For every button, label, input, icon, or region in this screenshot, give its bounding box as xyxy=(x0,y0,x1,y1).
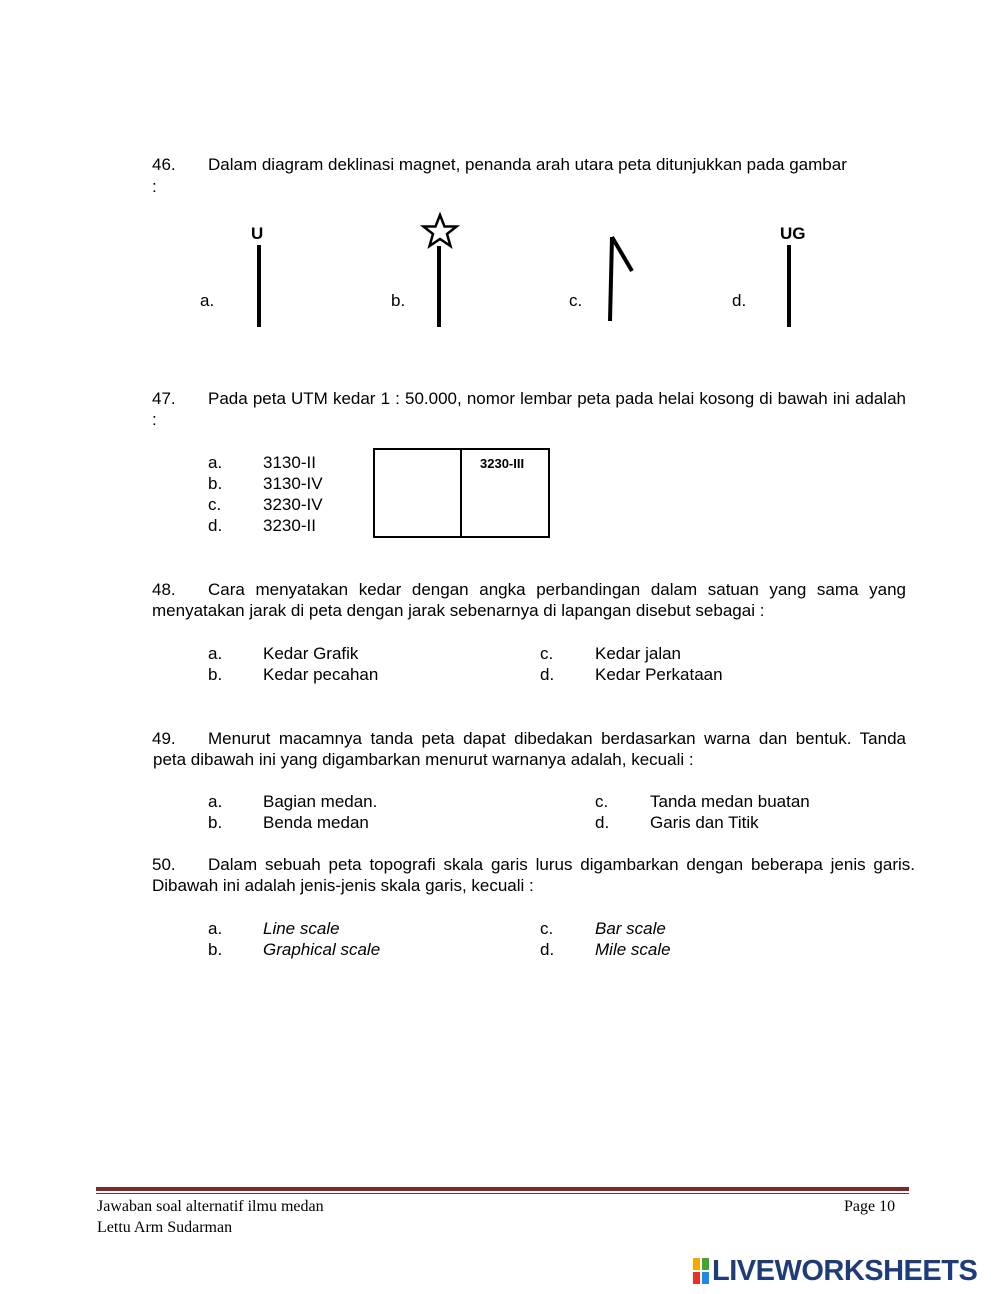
footer-author: Lettu Arm Sudarman xyxy=(97,1219,233,1236)
half-arrow-icon xyxy=(604,232,636,324)
q49-option-d-letter: d. xyxy=(595,813,610,832)
live-blocks-icon xyxy=(693,1258,709,1284)
liveworksheets-wordmark: LIVEWORKSHEETS xyxy=(712,1255,978,1287)
q47-option-c-text: 3230-IV xyxy=(263,495,323,514)
q48-option-c-letter: c. xyxy=(540,644,554,663)
q50-option-d-letter: d. xyxy=(540,940,555,959)
q50-option-d-text: Mile scale xyxy=(595,940,671,959)
liveworksheets-logo xyxy=(693,1256,993,1286)
q46-option-b-north-line xyxy=(437,246,441,327)
footer-rule-thick xyxy=(96,1187,909,1191)
q47-option-d-letter: d. xyxy=(208,516,223,535)
q46-option-a-letter: a. xyxy=(200,291,215,310)
q46-option-d-label: UG xyxy=(780,224,806,243)
q47-option-b-text: 3130-IV xyxy=(263,474,323,493)
q50-option-c-text: Bar scale xyxy=(595,919,666,938)
q46-option-a-label: U xyxy=(251,224,264,243)
footer-title: Jawaban soal alternatif ilmu medan xyxy=(97,1198,324,1215)
q48-option-d-letter: d. xyxy=(540,665,555,684)
q46-option-a-north-line xyxy=(257,245,261,327)
q50-number: 50. xyxy=(152,855,176,874)
q48-option-a-text: Kedar Grafik xyxy=(263,644,359,663)
star-icon xyxy=(420,212,460,250)
q46-option-c-letter: c. xyxy=(569,291,583,310)
q47-text: Pada peta UTM kedar 1 : 50.000, nomor lembar peta pada helai kosong di bawah ini adalah : xyxy=(152,389,906,429)
footer-rule-thin xyxy=(96,1193,909,1194)
q46-number: 46. xyxy=(152,155,176,174)
map-sheet-label: 3230-III xyxy=(480,456,525,471)
q50-option-a-text: Line scale xyxy=(263,919,340,938)
q47-option-c-letter: c. xyxy=(208,495,222,514)
q49-option-b-text: Benda medan xyxy=(263,813,369,832)
q48-number: 48. xyxy=(152,580,176,599)
q49-text: Menurut macamnya tanda peta dapat dibedakan berdasarkan warna dan bentuk. Tanda peta dibawah ini yang digambarkan menurut warnanya adalah, kecuali : xyxy=(153,729,906,769)
q49-option-a-letter: a. xyxy=(208,792,223,811)
q49-number: 49. xyxy=(152,729,176,748)
q46-option-b-letter: b. xyxy=(391,291,406,310)
q50-text: Dalam sebuah peta topografi skala garis lurus digambarkan dengan beberapa jenis garis. Dibawah ini adalah jenis-jenis skala garis, kecuali : xyxy=(152,855,915,895)
map-sheet-labeled xyxy=(460,448,550,538)
q46-option-d-north-line xyxy=(787,245,791,327)
q48-text: Cara menyatakan kedar dengan angka perbandingan dalam satuan yang sama yang menyatakan jarak di peta dengan jarak sebenarnya di lapangan disebut sebagai : xyxy=(152,580,906,620)
q46-text: Dalam diagram deklinasi magnet, penanda arah utara peta ditunjukkan pada gambar xyxy=(208,155,847,174)
q48-option-c-text: Kedar jalan xyxy=(595,644,682,663)
q49-option-d-text: Garis dan Titik xyxy=(650,813,759,832)
q47-option-a-letter: a. xyxy=(208,453,223,472)
q47-option-d-text: 3230-II xyxy=(263,516,316,535)
q49-option-a-text: Bagian medan. xyxy=(263,792,378,811)
q46-option-d-letter: d. xyxy=(732,291,747,310)
q50-option-c-letter: c. xyxy=(540,919,554,938)
q50-option-b-letter: b. xyxy=(208,940,223,959)
q50-option-a-letter: a. xyxy=(208,919,223,938)
q49-option-c-text: Tanda medan buatan xyxy=(650,792,810,811)
q49-option-b-letter: b. xyxy=(208,813,223,832)
map-sheet-blank xyxy=(373,448,462,538)
q47-option-b-letter: b. xyxy=(208,474,223,493)
q48-option-b-letter: b. xyxy=(208,665,223,684)
q50-option-b-text: Graphical scale xyxy=(263,940,381,959)
page-number: Page 10 xyxy=(844,1198,896,1215)
q48-option-b-text: Kedar pecahan xyxy=(263,665,379,684)
q49-option-c-letter: c. xyxy=(595,792,609,811)
q47-option-a-text: 3130-II xyxy=(263,453,316,472)
q47-number: 47. xyxy=(152,389,176,408)
q48-option-d-text: Kedar Perkataan xyxy=(595,665,723,684)
q48-option-a-letter: a. xyxy=(208,644,223,663)
q46-colon: : xyxy=(152,177,157,196)
